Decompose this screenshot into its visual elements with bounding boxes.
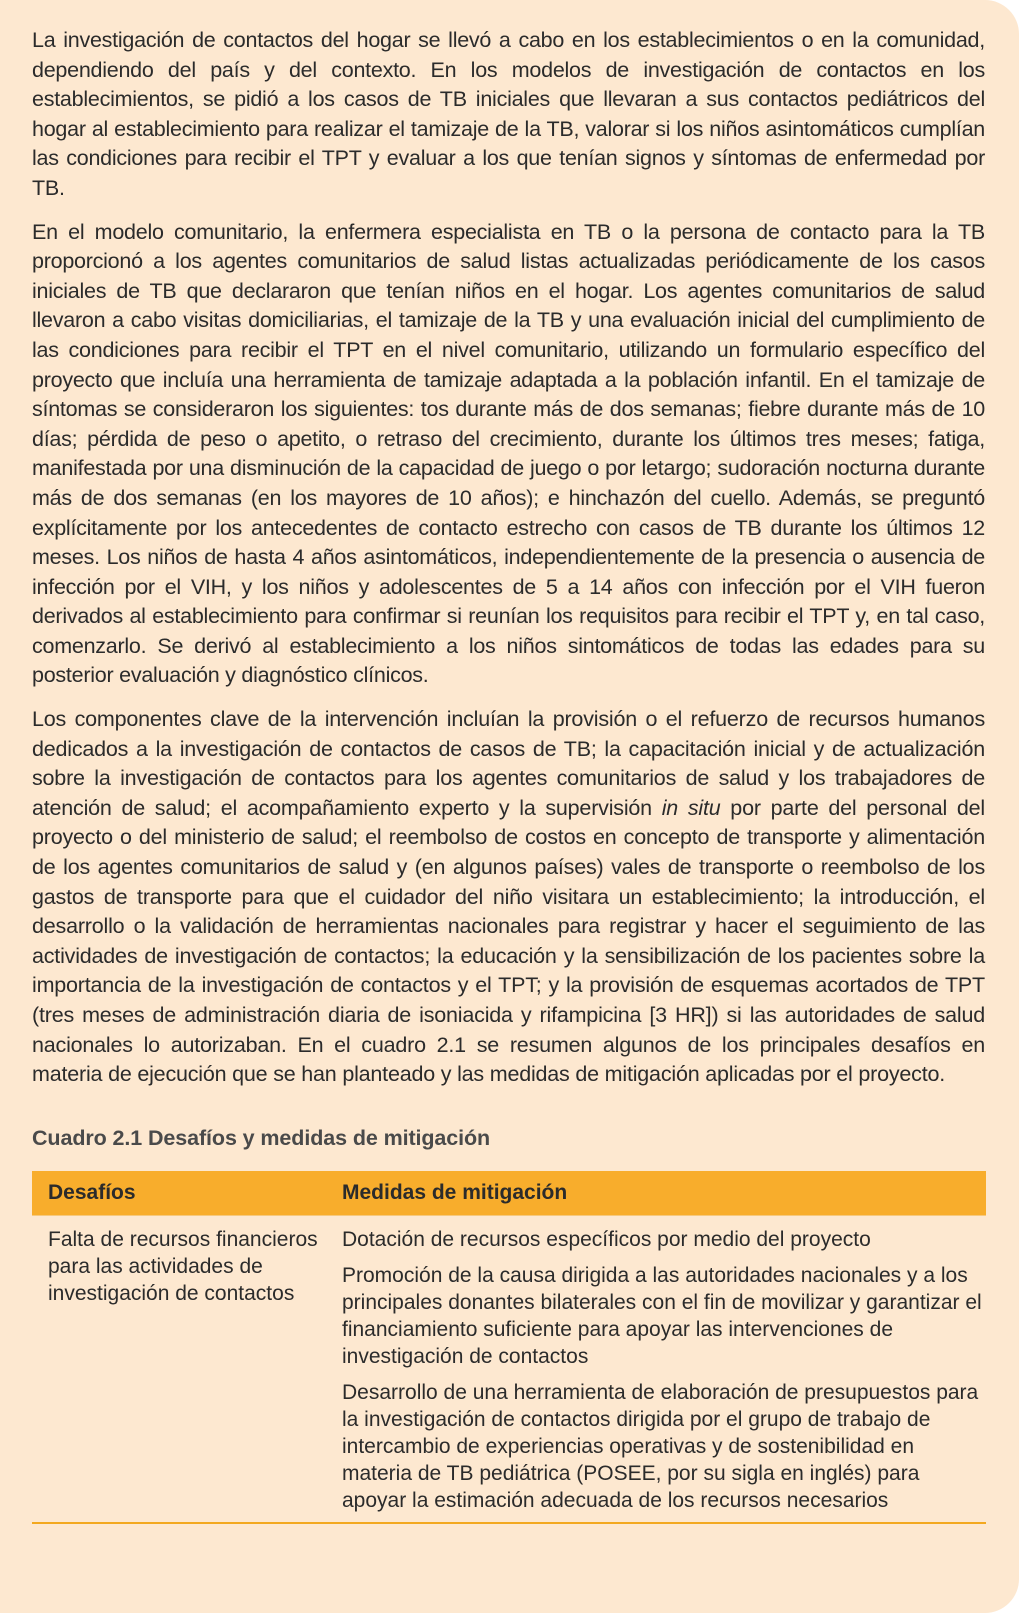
paragraph-2: En el modelo comunitario, la enfermera especialista en TB o la persona de contacto para la TB proporcionó a los agentes comunitarios de salud listas actualizadas periódicamente de los casos iniciales de TB que declararon que tenían niños en el hogar. Los agentes comunitarios de salud llevaron a cabo visitas domiciliarias, el tamizaje de la TB y una evaluación inicial del cumplimiento de las condiciones para recibir el TPT en el nivel comunitario, utilizando un formulario específico del proyecto que incluía una herramienta de tamizaje adaptada a la población infantil. En el tamizaje de síntomas se consideraron los siguientes: tos durante más de dos semanas; fiebre durante más de 10 días; pérdida de peso o apetito, o retraso del crecimiento, durante los últimos tres meses; fatiga, manifestada por una disminución de la capacidad de juego o por letargo; sudoración nocturna durante más de dos semanas (en los mayores de 10 años); e hinchazón del cuello. Además, se preguntó explícitamente por los antecedentes de contacto estrecho con casos de TB durante los últimos 12 meses. Los niños de hasta 4 años asintomáticos, independientemente de la presencia o ausencia de infección por el VIH, y los niños y adolescentes de 5 a 14 años con infección por el VIH fueron derivados al establecimiento para confirmar si reunían los requisitos para recibir el TPT y, en tal caso, comenzarlo. Se derivó al establecimiento a los niños sintomáticos de todas las edades para su posterior evaluación y diagnóstico clínicos. <box>32 219 985 688</box>
table-title: Cuadro 2.1 Desafíos y medidas de mitigación <box>32 1125 491 1150</box>
mitigation-table <box>32 1171 986 1524</box>
paragraph-3-italic: in situ <box>661 795 721 820</box>
paragraph-3 <box>32 705 985 1090</box>
measures-cell <box>332 1226 986 1514</box>
measure-item: Promoción de la causa dirigida a las autoridades nacionales y a los principales donantes bilaterales con el fin de movilizar y garantizar el financiamiento suficiente para apoyar las intervenciones de investigación de contactos <box>342 1263 982 1368</box>
paragraph-3-part-1: Los componentes clave de la intervención incluían la provisión o el refuerzo de recursos humanos dedicados a la investigación de contactos de casos de TB; la capacitación inicial y de actualización sobre la investigación de contactos para los agentes comunitarios de salud y los trabajadores de atención de salud; el acompañamiento experto y la supervisión <box>32 707 985 820</box>
paragraph-3-part-2: por parte del personal del proyecto o del ministerio de salud; el reembolso de costos en concepto de transporte y alimentación de los agentes comunitarios de salud y (en algunos países) vales de transporte o reembolso de los gastos de transporte para que el cuidador del niño visitara un establecimiento; la introducción, el desarrollo o la validación de herramientas nacionales para registrar y hacer el seguimiento de las actividades de investigación de contactos; la educación y la sensibilización de los pacientes sobre la importancia de la investigación de contactos y el TPT; y la provisión de esquemas acortados de TPT (tres meses de administración diaria de isoniacida y rifampicina [3 HR]) si las autoridades de salud nacionales lo autorizaban. En el cuadro 2.1 se resumen algunos de los principales desafíos en materia de ejecución que se han planteado y las medidas de mitigación aplicadas por el proyecto. <box>32 795 986 1087</box>
table-header <box>32 1171 986 1215</box>
header-challenges: Desafíos <box>48 1180 136 1204</box>
measure-item: Dotación de recursos específicos por medio del proyecto <box>342 1227 871 1251</box>
measure-item: Desarrollo de una herramienta de elaboración de presupuestos para la investigación de contactos dirigida por el grupo de trabajo de intercambio de experiencias operativas y de sostenibilidad en materia de TB pediátrica (POSEE, por su sigla en inglés) para apoyar la estimación adecuada de los recursos necesarios <box>342 1380 979 1512</box>
paragraph-1: La investigación de contactos del hogar se llevó a cabo en los establecimientos o en la comunidad, dependiendo del país y del contexto. En los modelos de investigación de contactos en los establecimientos, se pidió a los casos de TB iniciales que llevaran a sus contactos pediátricos del hogar al establecimiento para realizar el tamizaje de la TB, valorar si los niños asintomáticos cumplían las condiciones para recibir el TPT y evaluar a los que tenían signos y síntomas de enfermedad por TB. <box>32 28 985 200</box>
table-row <box>32 1215 986 1524</box>
header-mitigation: Medidas de mitigación <box>342 1180 568 1204</box>
challenge-cell: Falta de recursos financieros para las actividades de investigación de contactos <box>48 1227 318 1305</box>
